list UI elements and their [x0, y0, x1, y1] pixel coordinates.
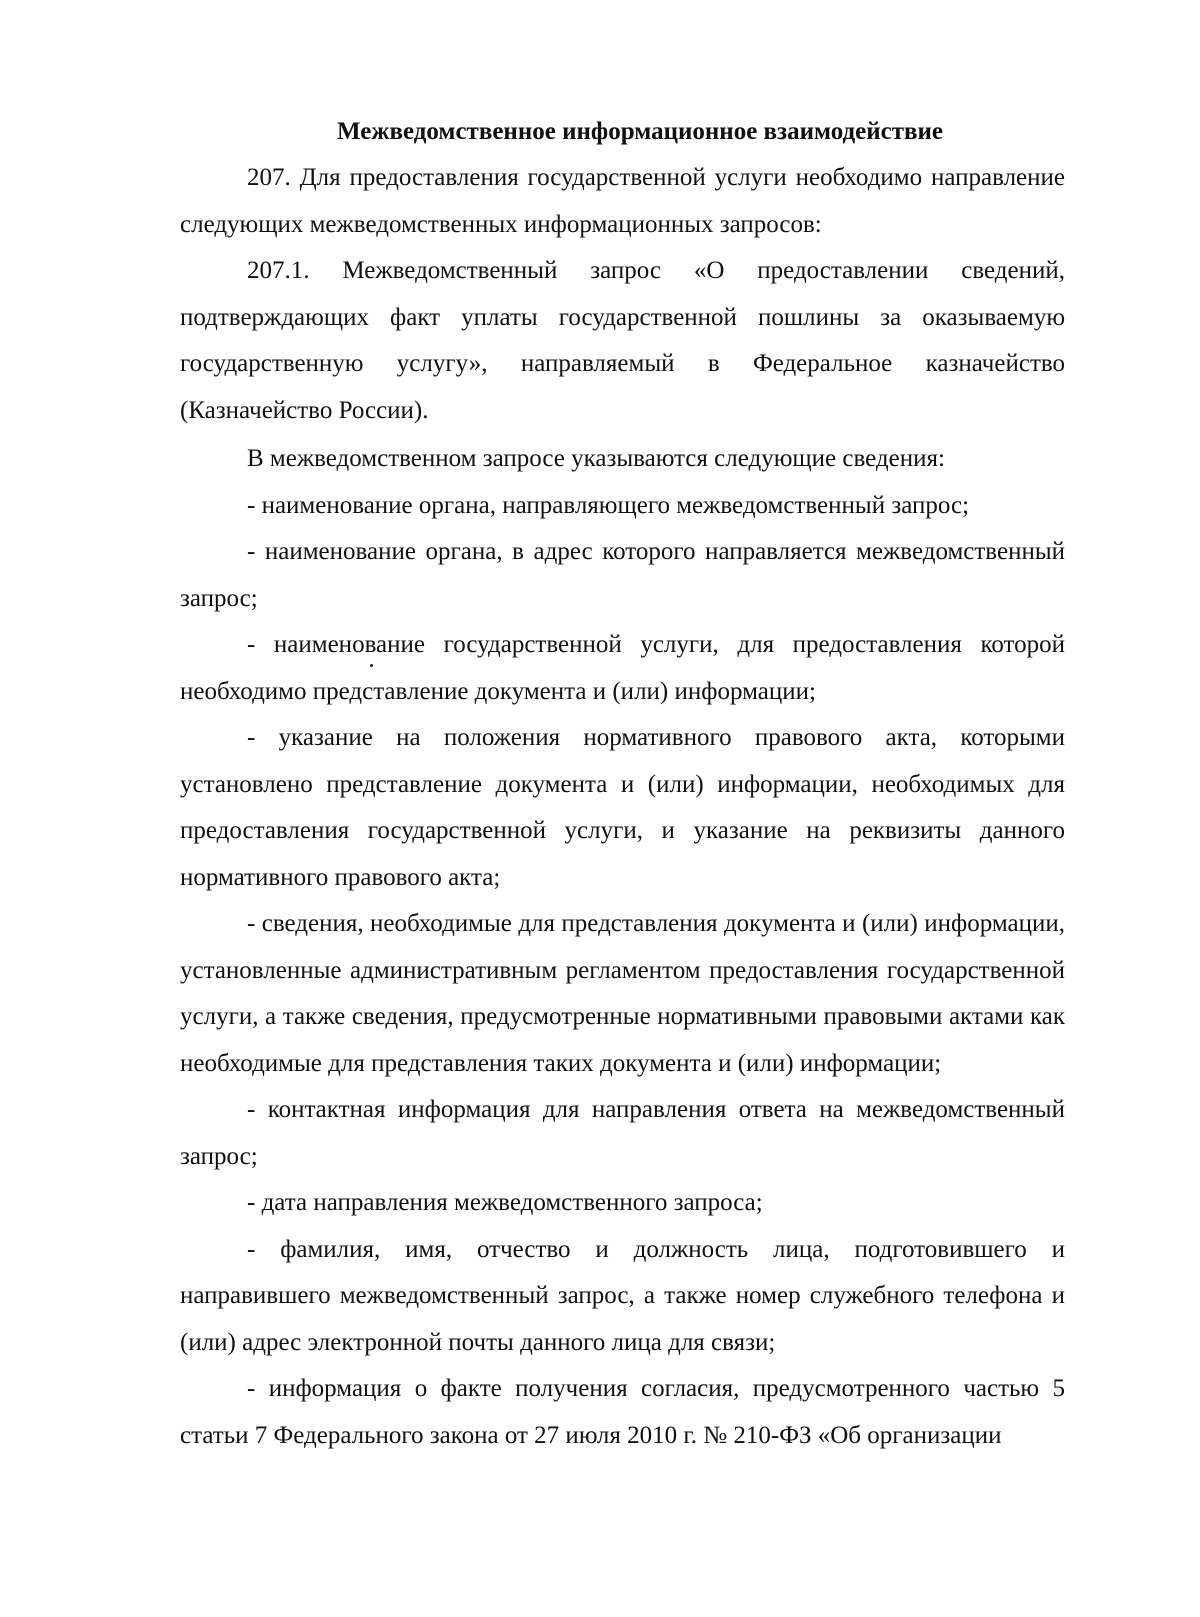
list-item-date: - дата направления межведомственного запроса; — [247, 1189, 763, 1216]
list-item-contact-info: - контактная информация для направления ответа на межведомственный запрос; — [180, 1096, 1065, 1170]
document-page — [180, 108, 1065, 1459]
paragraph-207-1: 207.1. Межведомственный запрос «О предоставлении сведений, подтверждающих факт уплаты государственной пошлины за оказываемую государственную услугу», направляемый в Федеральное казначейство (Казначейство России). — [180, 257, 1065, 424]
list-item-consent-info: - информация о факте получения согласия, предусмотренного частью 5 статьи 7 Федерального закона от 27 июля 2010 г. № 210-ФЗ «Об организации — [180, 1375, 1065, 1449]
paragraph-207: 207. Для предоставления государственной услуги необходимо направление следующих межведомственных информационных запросов: — [180, 164, 1065, 238]
list-item-sender-name: - наименование органа, направляющего межведомственный запрос; — [247, 491, 970, 519]
list-item-responsible-person: - фамилия, имя, отчество и должность лица, подготовившего и направившего межведомственный запрос, а также номер служебного телефона и (или) адрес электронной почты данного лица для связи; — [180, 1235, 1065, 1356]
list-item-required-info: - сведения, необходимые для представления документа и (или) информации, установленные административным регламентом предоставления государственной услуги, а также сведения, предусмотренные нормативными правовыми актами как необходимые для представления таких документа и (или) информации; — [180, 910, 1065, 1077]
list-item-recipient-name: - наименование органа, в адрес которого направляется межведомственный запрос; — [180, 538, 1065, 612]
list-item-legal-act: - указание на положения нормативного правового акта, которыми установлено представление документа и (или) информации, необходимых для предоставления государственной услуги, и указание на реквизиты данного нормативного правового акта; — [180, 724, 1065, 891]
scan-dot-artifact — [370, 664, 373, 667]
section-heading: Межведомственное информационное взаимодействие — [337, 118, 943, 145]
paragraph-request-fields-intro: В межведомственном запросе указываются следующие сведения: — [247, 445, 945, 472]
list-item-service-name: - наименование государственной услуги, для предоставления которой необходимо представление документа и (или) информации; — [180, 631, 1065, 705]
